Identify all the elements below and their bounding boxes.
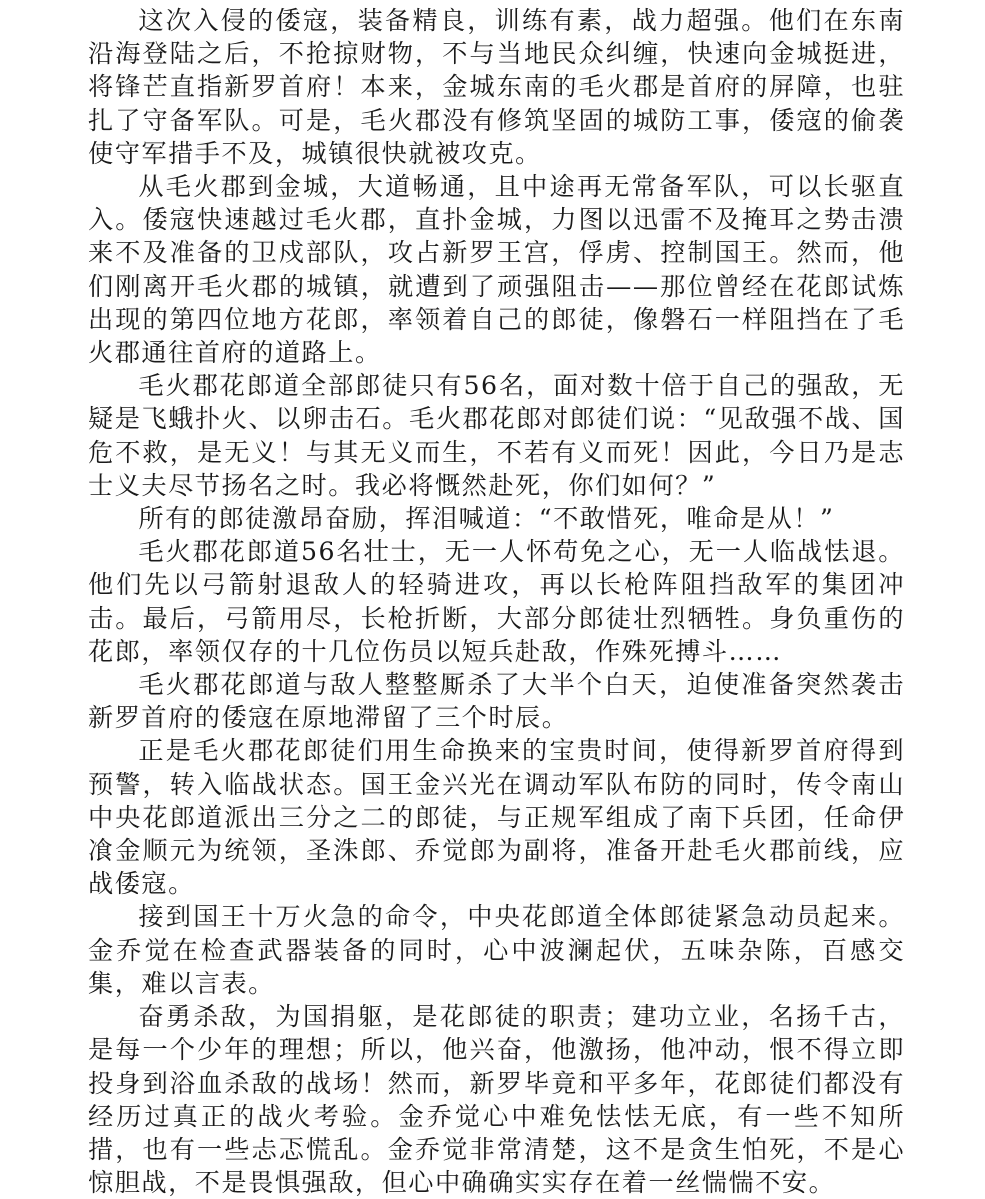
paragraph-8: 接到国王十万火急的命令，中央花郎道全体郎徒紧急动员起来。金乔觉在检查武器装备的同时，心中波澜起伏，五味杂陈，百感交集，难以言表。 <box>88 902 905 998</box>
paragraph-9: 奋勇杀敌，为国捐躯，是花郎徒的职责；建功立业，名扬千古，是每一个少年的理想；所以，他兴奋，他激扬，他冲动，恨不得立即投身到浴血杀敌的战场！然而，新罗毕竟和平多年，花郎徒们都没有经历过真正的战火考验。金乔觉心中难免怯怯无底，有一些不知所措，也有一些忐忑慌乱。金乔觉非常清楚，这不是贪生怕死，不是心惊胆战，不是畏惧强敌，但心中确确实实存在着一丝惴惴不安。 <box>88 1002 905 1198</box>
paragraph-6: 毛火郡花郎道与敌人整整厮杀了大半个白天，迫使准备突然袭击新罗首府的倭寇在原地滞留了三个时辰。 <box>88 670 905 733</box>
paragraph-2: 从毛火郡到金城，大道畅通，且中途再无常备军队，可以长驱直入。倭寇快速越过毛火郡，直扑金城，力图以迅雷不及掩耳之势击溃来不及准备的卫戍部队，攻占新罗王宫，俘虏、控制国王。然而，他们刚离开毛火郡的城镇，就遭到了顽强阻击——那位曾经在花郎试炼出现的第四位地方花郎，率领着自己的郎徒，像磐石一样阻挡在了毛火郡通往首府的道路上。 <box>88 172 905 368</box>
paragraph-4: 所有的郎徒激昂奋励，挥泪喊道：“不敢惜死，唯命是从！” <box>138 504 835 534</box>
paragraph-3: 毛火郡花郎道全部郎徒只有56名，面对数十倍于自己的强敌，无疑是飞蛾扑火、以卵击石。毛火郡花郎对郎徒们说：“见敌强不战、国危不救，是无义！与其无义而生，不若有义而死！因此，今日乃是志士义夫尽节扬名之时。我必将慨然赴死，你们如何？” <box>88 371 905 500</box>
paragraph-7: 正是毛火郡花郎徒们用生命换来的宝贵时间，使得新罗首府得到预警，转入临战状态。国王金兴光在调动军队布防的同时，传令南山中央花郎道派出三分之二的郎徒，与正规军组成了南下兵团，任命伊飡金顺元为统领，圣洙郎、乔觉郎为副将，准备开赴毛火郡前线，应战倭寇。 <box>88 736 905 899</box>
paragraph-5: 毛火郡花郎道56名壮士，无一人怀苟免之心，无一人临战怯退。他们先以弓箭射退敌人的轻骑进攻，再以长枪阵阻挡敌军的集团冲击。最后，弓箭用尽，长枪折断，大部分郎徒壮烈牺牲。身负重伤的花郎，率领仅存的十几位伤员以短兵赴敌，作殊死搏斗…… <box>88 537 905 666</box>
paragraph-1: 这次入侵的倭寇，装备精良，训练有素，战力超强。他们在东南沿海登陆之后，不抢掠财物，不与当地民众纠缠，快速向金城挺进，将锋芒直指新罗首府！本来，金城东南的毛火郡是首府的屏障，也驻扎了守备军队。可是，毛火郡没有修筑坚固的城防工事，倭寇的偷袭使守军措手不及，城镇很快就被攻克。 <box>88 6 905 168</box>
